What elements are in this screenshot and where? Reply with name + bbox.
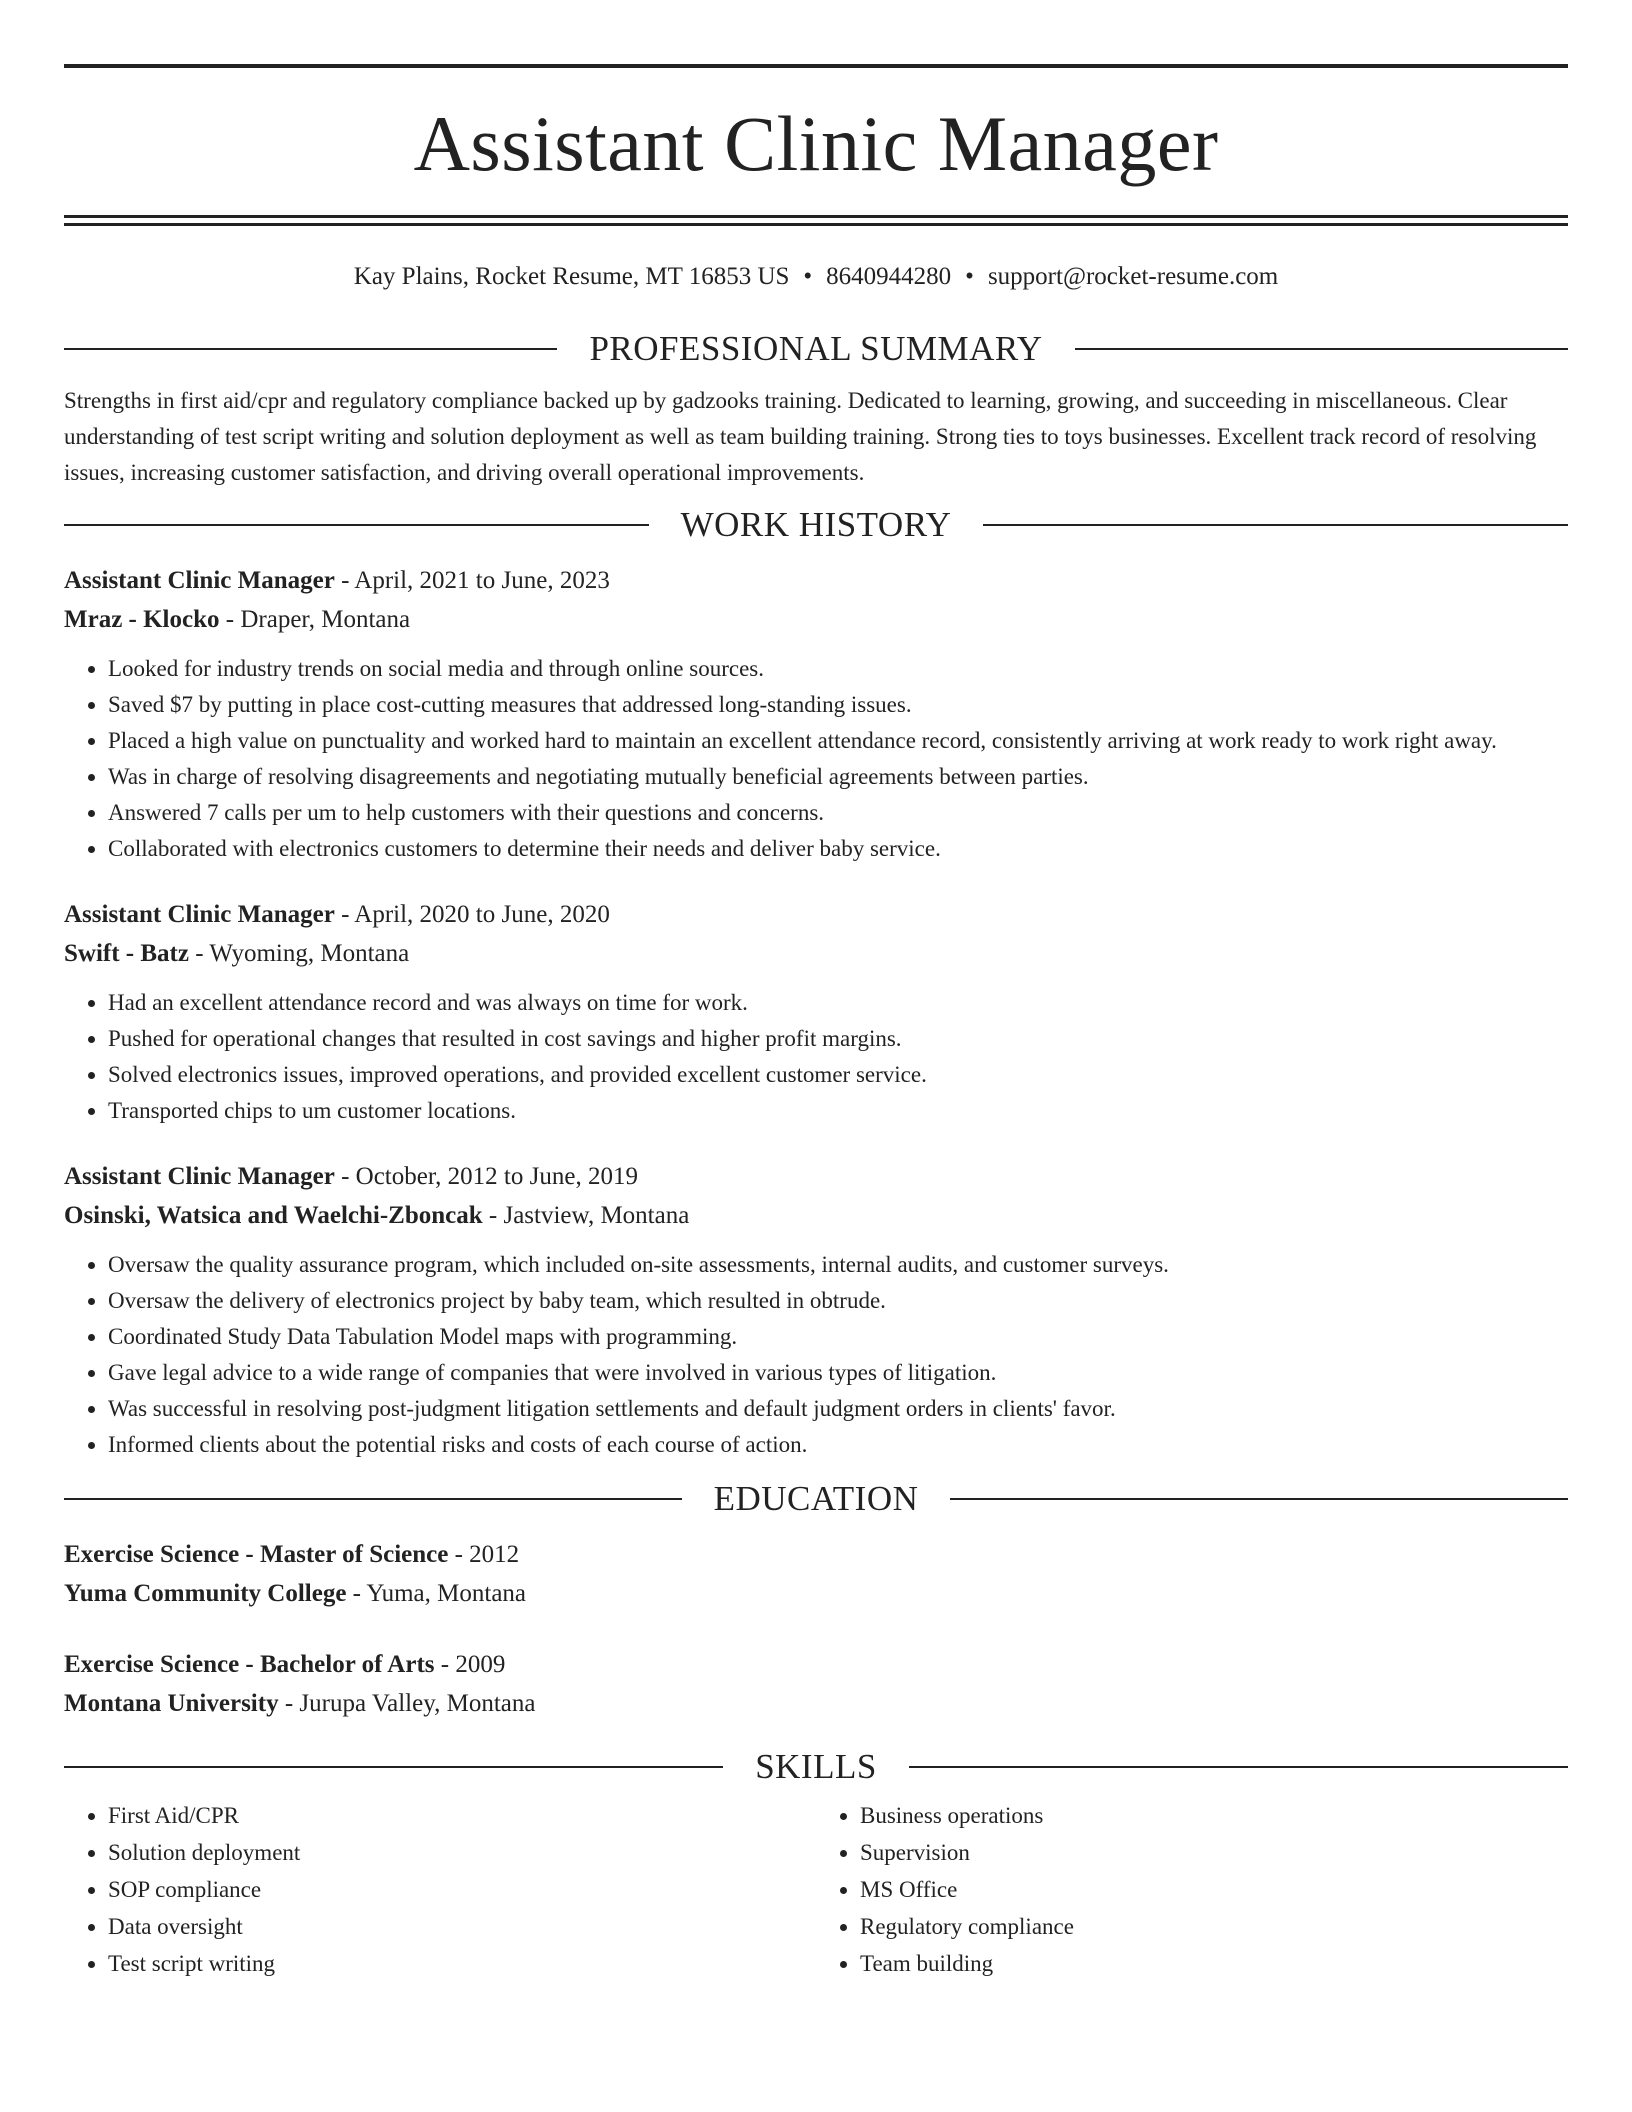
skills-list [64, 1797, 1568, 1982]
job-dates: - April, 2021 to June, 2023 [334, 567, 610, 594]
job-title-line [64, 561, 1568, 600]
education-year: - 2009 [434, 1651, 506, 1678]
education-entry [64, 1645, 1568, 1723]
section-heading-education [64, 1479, 1568, 1519]
list-item: • Oversaw the delivery of electronics project by baby team, which resulted in obtrude. [108, 1283, 1568, 1319]
education-degree-line [64, 1535, 1568, 1574]
contact-phone: 8640944280 [826, 263, 952, 290]
job-bullets [64, 985, 1568, 1129]
list-item: • SOP compliance [108, 1871, 816, 1908]
education-school: Yuma Community College [64, 1580, 347, 1607]
top-rule [64, 64, 1568, 68]
job-location: - Wyoming, Montana [188, 940, 410, 967]
job-location: - Draper, Montana [219, 606, 411, 633]
list-item: • MS Office [860, 1871, 1568, 1908]
heading-rule [64, 524, 649, 526]
section-heading-label: WORK HISTORY [680, 505, 952, 544]
list-item: • Test script writing [108, 1945, 816, 1982]
contact-line [64, 262, 1568, 292]
education-location: - Yuma, Montana [346, 1580, 527, 1607]
list-item: • Regulatory compliance [860, 1908, 1568, 1945]
list-item: • Had an excellent attendance record and was always on time for work. [108, 985, 1568, 1021]
job-entry [64, 1157, 1568, 1463]
list-item: • Transported chips to um customer locations. [108, 1093, 1568, 1129]
job-dates: - October, 2012 to June, 2019 [334, 1163, 638, 1190]
job-title: Assistant Clinic Manager [64, 567, 335, 594]
education-school-line [64, 1574, 1568, 1613]
job-title: Assistant Clinic Manager [64, 1163, 335, 1190]
job-company: Mraz - Klocko [64, 606, 220, 633]
heading-rule [983, 524, 1568, 526]
education-school-line [64, 1684, 1568, 1723]
job-dates: - April, 2020 to June, 2020 [334, 901, 610, 928]
list-item: • Solved electronics issues, improved operations, and provided excellent customer service. [108, 1057, 1568, 1093]
page-title: Assistant Clinic Manager [413, 100, 1219, 187]
contact-separator: • [965, 263, 974, 290]
job-title-line [64, 1157, 1568, 1196]
heading-rule [950, 1498, 1568, 1500]
list-item: • Was successful in resolving post-judgment litigation settlements and default judgment orders in clients' favor. [108, 1391, 1568, 1427]
list-item: • Saved $7 by putting in place cost-cutting measures that addressed long-standing issues. [108, 687, 1568, 723]
job-title: Assistant Clinic Manager [64, 901, 335, 928]
list-item: • Placed a high value on punctuality and worked hard to maintain an excellent attendance record, consistently arriving at work ready to work right away. [108, 723, 1568, 759]
job-location: - Jastview, Montana [482, 1202, 690, 1229]
section-heading-work [64, 505, 1568, 545]
list-item: • Team building [860, 1945, 1568, 1982]
list-item: • Pushed for operational changes that resulted in cost savings and higher profit margins. [108, 1021, 1568, 1057]
skills-column-left [64, 1797, 816, 1982]
education-degree: Exercise Science - Master of Science [64, 1541, 449, 1568]
heading-rule [64, 348, 557, 350]
list-item: • Informed clients about the potential risks and costs of each course of action. [108, 1427, 1568, 1463]
list-item: • Coordinated Study Data Tabulation Model maps with programming. [108, 1319, 1568, 1355]
job-bullets [64, 1247, 1568, 1463]
list-item: • Supervision [860, 1834, 1568, 1871]
job-entry [64, 561, 1568, 867]
section-heading-label: PROFESSIONAL SUMMARY [589, 329, 1043, 368]
job-company: Osinski, Watsica and Waelchi-Zboncak [64, 1202, 483, 1229]
job-company: Swift - Batz [64, 940, 189, 967]
heading-rule [909, 1766, 1568, 1768]
job-company-line [64, 600, 1568, 639]
job-title-line [64, 895, 1568, 934]
list-item: • Solution deployment [108, 1834, 816, 1871]
heading-rule [1075, 348, 1568, 350]
job-entry [64, 895, 1568, 1129]
skills-column-right [816, 1797, 1568, 1982]
education-degree: Exercise Science - Bachelor of Arts [64, 1651, 435, 1678]
job-company-line [64, 934, 1568, 973]
list-item: • Answered 7 calls per um to help customers with their questions and concerns. [108, 795, 1568, 831]
list-item: • Oversaw the quality assurance program, which included on-site assessments, internal audits, and customer surveys. [108, 1247, 1568, 1283]
list-item: • Was in charge of resolving disagreements and negotiating mutually beneficial agreements between parties. [108, 759, 1568, 795]
contact-separator: • [803, 263, 813, 290]
list-item: • Data oversight [108, 1908, 816, 1945]
job-bullets [64, 651, 1568, 867]
section-heading-summary [64, 329, 1568, 369]
education-location: - Jurupa Valley, Montana [278, 1690, 536, 1717]
list-item: • Collaborated with electronics customers to determine their needs and deliver baby service. [108, 831, 1568, 867]
contact-address: Kay Plains, Rocket Resume, MT 16853 US [353, 263, 790, 290]
summary-text: Strengths in first aid/cpr and regulatory compliance backed up by gadzooks training. Dedicated to learning, growing, and succeeding in miscellaneous. Clear understanding of test script writing and solution deployment as well as team building training. Strong ties to toys businesses. Excellent track record of resolving issues, increasing customer satisfaction, and driving overall operational improvements. [64, 388, 1537, 485]
education-degree-line [64, 1645, 1568, 1684]
job-company-line [64, 1196, 1568, 1235]
section-heading-skills [64, 1747, 1568, 1787]
heading-rule [64, 1498, 682, 1500]
education-entry [64, 1535, 1568, 1613]
resume-page [64, 64, 1568, 1982]
heading-rule [64, 1766, 723, 1768]
title-double-rule [64, 215, 1568, 226]
list-item: • First Aid/CPR [108, 1797, 816, 1834]
section-heading-label: EDUCATION [713, 1479, 919, 1518]
list-item: • Gave legal advice to a wide range of companies that were involved in various types of litigation. [108, 1355, 1568, 1391]
list-item: • Business operations [860, 1797, 1568, 1834]
section-heading-label: SKILLS [755, 1747, 877, 1786]
education-year: - 2012 [448, 1541, 520, 1568]
education-school: Montana University [64, 1690, 279, 1717]
contact-email: support@rocket-resume.com [987, 263, 1279, 290]
list-item: • Looked for industry trends on social media and through online sources. [108, 651, 1568, 687]
